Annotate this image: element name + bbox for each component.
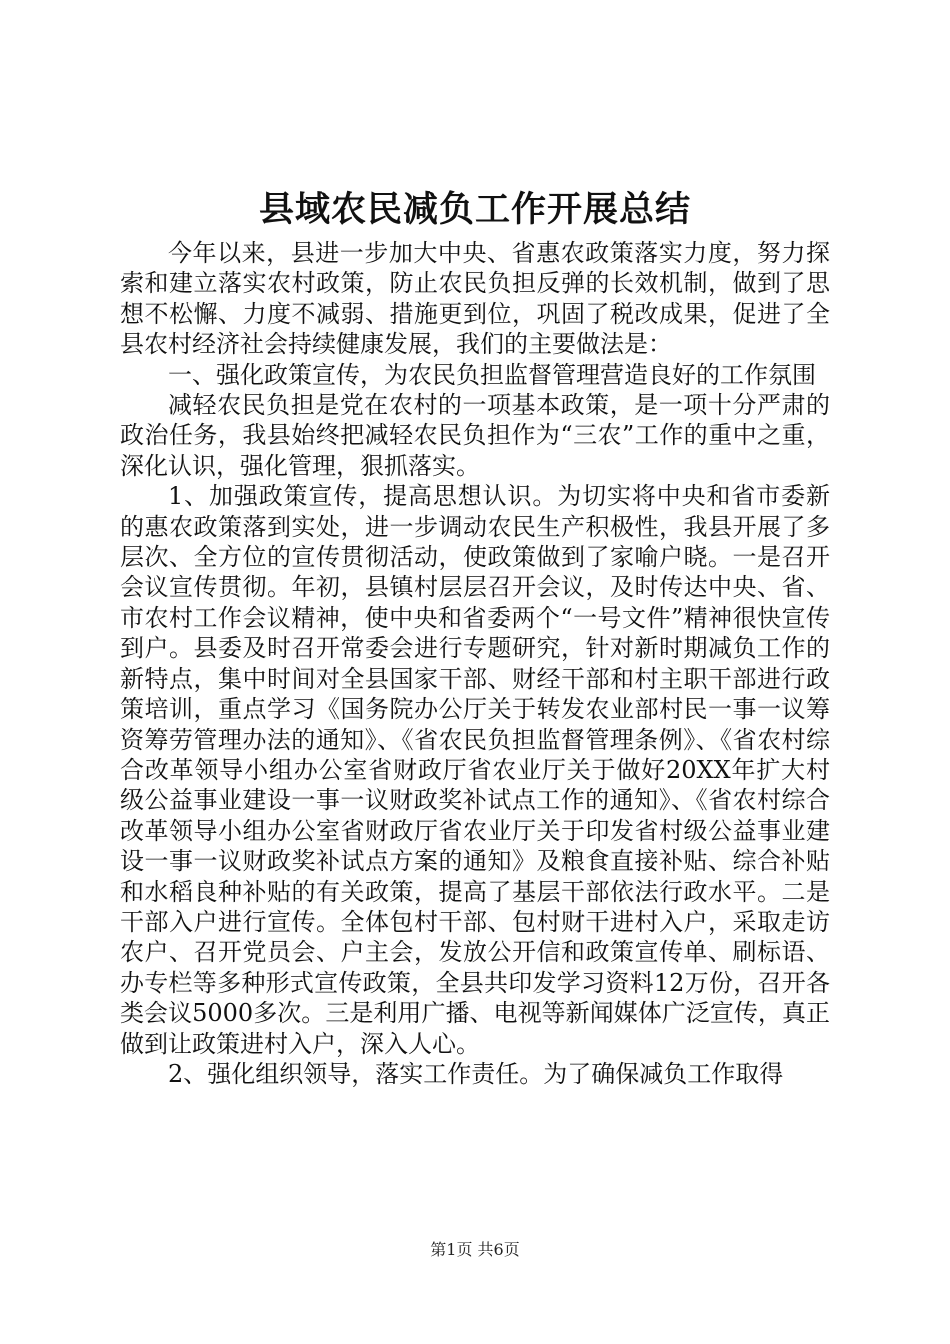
document-page [120,182,830,1089]
paragraph-section-1-intro: 减轻农民负担是党在农村的一项基本政策，是一项十分严肃的政治任务，我县始终把减轻农民负担作为“三农”工作的重中之重，深化认识，强化管理，狠抓落实。 [120,391,830,480]
document-title: 县域农民减负工作开展总结 [258,189,691,230]
page-footer: 第1页 共6页 [430,1240,520,1259]
document-body [120,238,830,1089]
paragraph-item-1: 1、加强政策宣传，提高思想认识。为切实将中央和省市委新的惠农政策落到实处，进一步调动农民生产积极性，我县开展了多层次、全方位的宣传贯彻活动，使政策做到了家喻户晓。一是召开会议宣传贯彻。年初，县镇村层层召开会议，及时传达中央、省、市农村工作会议精神，使中央和省委两个“一号文件”精神很快宣传到户。县委及时召开常委会进行专题研究，针对新时期减负工作的新特点，集中时间对全县国家干部、财经干部和村主职干部进行政策培训，重点学习《国务院办公厅关于转发农业部村民一事一议筹资筹劳管理办法的通知》、《省农民负担监督管理条例》、《省农村综合改革领导小组办公室省财政厅省农业厅关于做好20XX年扩大村级公益事业建设一事一议财政奖补试点工作的通知》、《省农村综合改革领导小组办公室省财政厅省农业厅关于印发省村级公益事业建设一事一议财政奖补试点方案的通知》及粮食直接补贴、综合补贴和水稻良种补贴的有关政策，提高了基层干部依法行政水平。二是干部入户进行宣传。全体包村干部、包村财干进村入户，采取走访农户、召开党员会、户主会，发放公开信和政策宣传单、刷标语、办专栏等多种形式宣传政策，全县共印发学习资料12万份，召开各类会议5000多次。三是利用广播、电视等新闻媒体广泛宣传，真正做到让政策进村入户，深入人心。 [120,482,830,1058]
paragraph-item-2: 2、强化组织领导，落实工作责任。为了确保减负工作取得 [168,1059,784,1088]
paragraph-intro: 今年以来，县进一步加大中央、省惠农政策落实力度，努力探索和建立落实农村政策，防止农民负担反弹的长效机制，做到了思想不松懈、力度不减弱、措施更到位，巩固了税改成果，促进了全县农村经济社会持续健康发展，我们的主要做法是： [120,239,830,359]
section-heading-1: 一、强化政策宣传，为农民负担监督管理营造良好的工作氛围 [168,360,816,389]
